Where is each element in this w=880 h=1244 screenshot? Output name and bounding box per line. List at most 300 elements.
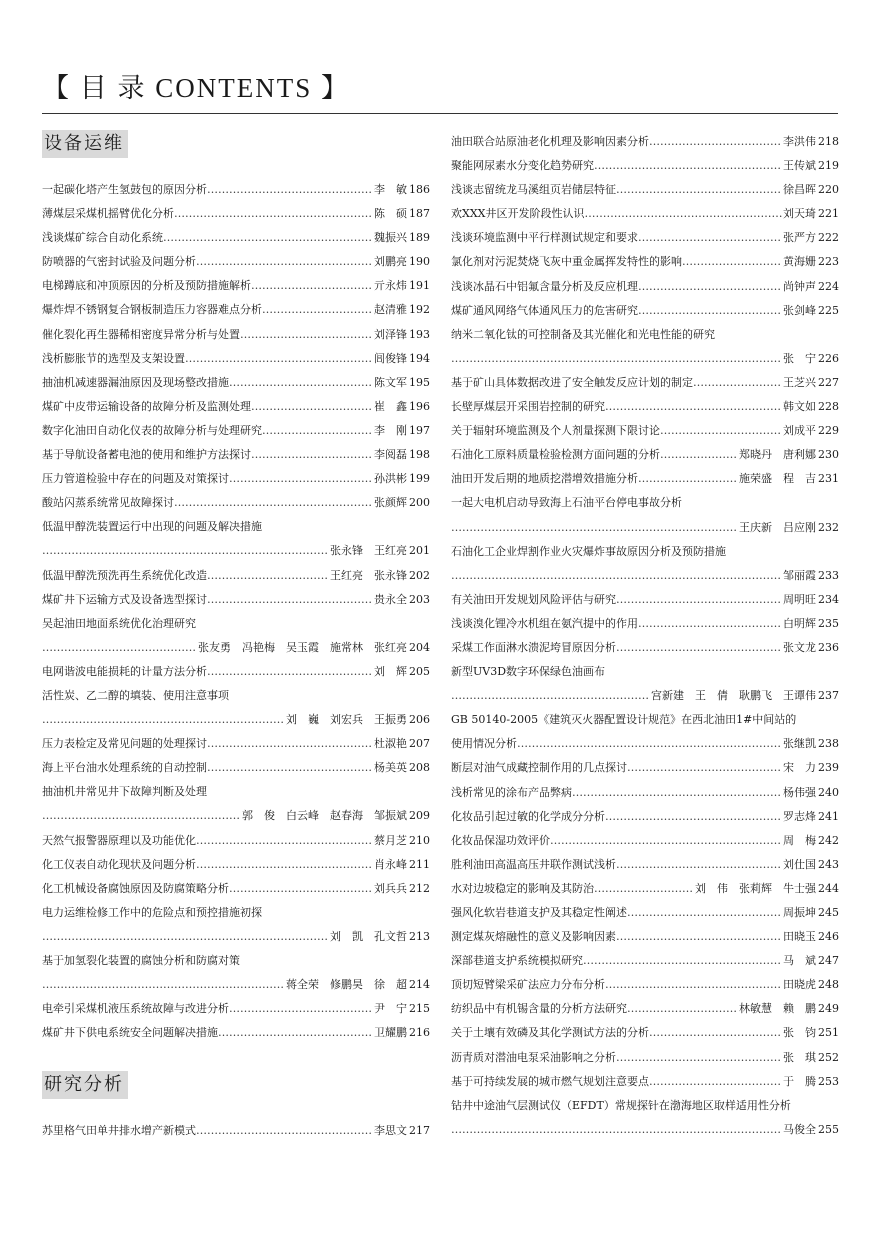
leader-dots xyxy=(605,805,782,829)
toc-entry-line xyxy=(42,756,430,780)
toc-entry-line xyxy=(451,226,839,250)
toc-entry[interactable] xyxy=(42,226,430,250)
toc-entry-line xyxy=(42,419,430,443)
toc-entry-line xyxy=(451,805,839,829)
toc-entry-authors: 张友勇 冯艳梅 吴玉霞 施常林 张红亮 xyxy=(198,640,407,654)
toc-entry-page: 189 xyxy=(409,231,430,245)
toc-entry-title-line xyxy=(451,1094,839,1118)
toc-entry[interactable] xyxy=(451,371,839,395)
toc-entry-title-line xyxy=(451,708,839,732)
toc-entry-page: 237 xyxy=(818,689,839,703)
leader-dots xyxy=(649,1070,782,1094)
toc-entry[interactable] xyxy=(42,732,430,756)
toc-entry-page: 207 xyxy=(409,737,430,751)
leader-dots xyxy=(616,178,782,202)
toc-entry-title: 数字化油田自动化仪表的故障分析与处理研究 xyxy=(42,423,262,437)
toc-entry[interactable] xyxy=(451,756,839,780)
toc-entry[interactable] xyxy=(451,949,839,973)
toc-entry-page: 191 xyxy=(409,279,430,293)
toc-entry-page: 202 xyxy=(409,568,430,582)
toc-entry-page: 190 xyxy=(409,255,430,269)
leader-dots xyxy=(174,202,373,226)
toc-entry-line xyxy=(451,250,839,274)
leader-dots xyxy=(42,804,241,828)
toc-entry-title: 基于可持续发展的城市燃气规划注意要点 xyxy=(451,1074,649,1088)
leader-dots xyxy=(251,274,373,298)
toc-entry-line xyxy=(42,588,430,612)
toc-entry-authors: 张继凯 xyxy=(783,737,816,751)
toc-entry-author-line xyxy=(42,925,430,949)
toc-entry-title-line xyxy=(42,901,430,925)
leader-dots xyxy=(207,178,373,202)
toc-entry-line xyxy=(451,154,839,178)
toc-entry-title: 长壁厚煤层开采围岩控制的研究 xyxy=(451,400,605,414)
toc-entry-page: 208 xyxy=(409,761,430,775)
leader-dots xyxy=(583,949,782,973)
toc-entry-page: 245 xyxy=(818,906,839,919)
toc-entry-line xyxy=(42,395,430,419)
leader-dots xyxy=(451,1118,782,1142)
toc-entry[interactable] xyxy=(451,612,839,636)
toc-entry-title: 压力表检定及常见问题的处理探讨 xyxy=(42,737,207,751)
leader-dots xyxy=(42,925,329,949)
toc-entry-page: 219 xyxy=(818,159,839,173)
leader-dots xyxy=(196,250,373,274)
section-heading: 研究分析 xyxy=(42,1071,128,1099)
toc-entry-authors: 崔 鑫 xyxy=(374,399,407,413)
toc-entry[interactable] xyxy=(42,853,430,877)
toc-entry-page: 233 xyxy=(818,568,839,582)
toc-entry-page: 235 xyxy=(818,616,839,630)
toc-entry-authors: 白明辉 xyxy=(783,616,816,630)
toc-entry[interactable] xyxy=(451,419,839,443)
toc-entry[interactable] xyxy=(42,515,430,563)
toc-entry[interactable] xyxy=(451,443,839,467)
toc-entry-title: 油田开发后期的地质挖潜增效措施分析 xyxy=(451,472,638,486)
toc-entry-page: 217 xyxy=(409,1124,430,1138)
toc-entry-title-line xyxy=(451,660,839,684)
toc-entry-page: 240 xyxy=(818,785,839,799)
toc-entry[interactable] xyxy=(42,588,430,612)
toc-entry-title: 基于导航设备蓄电池的使用和维护方法探讨 xyxy=(42,448,251,462)
toc-entry-line xyxy=(451,202,839,226)
toc-entry-line xyxy=(451,877,839,901)
toc-entry-author-line xyxy=(42,539,430,563)
toc-entry[interactable] xyxy=(451,708,839,756)
toc-entry-page: 199 xyxy=(409,472,430,486)
toc-entry-page: 246 xyxy=(818,930,839,944)
toc-entry-authors: 王庆新 吕应刚 xyxy=(739,520,816,534)
leader-dots xyxy=(693,371,782,395)
leader-dots xyxy=(649,130,782,154)
toc-entry-title: 低温甲醇洗预洗再生系统优化改造 xyxy=(42,568,207,582)
toc-entry-authors: 张颜辉 xyxy=(374,496,407,510)
toc-entry-line xyxy=(451,949,839,973)
toc-entry-author-line xyxy=(451,1118,839,1142)
toc-entry[interactable] xyxy=(451,660,839,708)
toc-entry-page: 197 xyxy=(409,423,430,437)
toc-entry-page: 241 xyxy=(818,809,839,823)
toc-entry[interactable] xyxy=(451,588,839,612)
toc-entry[interactable] xyxy=(42,298,430,322)
toc-entry[interactable] xyxy=(451,226,839,250)
toc-entry-title: 关于辐射环境监测及个人剂量探测下限讨论 xyxy=(451,424,660,438)
toc-entry[interactable] xyxy=(451,491,839,539)
toc-entry[interactable] xyxy=(451,781,839,805)
toc-entry[interactable] xyxy=(451,540,839,588)
toc-entry[interactable] xyxy=(42,564,430,588)
toc-entry-authors: 邹丽霞 xyxy=(783,568,816,582)
toc-entry-line xyxy=(42,853,430,877)
toc-entry-authors: 杨美英 xyxy=(374,761,407,775)
toc-entry-authors: 李 刚 xyxy=(374,423,407,437)
toc-entry[interactable] xyxy=(42,949,430,997)
toc-entry-page: 210 xyxy=(409,833,430,847)
toc-entry-title: 纺织品中有机锡含量的分析方法研究 xyxy=(451,1002,627,1016)
toc-entry-author-line xyxy=(451,564,839,588)
toc-entry[interactable] xyxy=(42,202,430,226)
toc-entry[interactable] xyxy=(451,829,839,853)
toc-entry-line xyxy=(451,299,839,323)
leader-dots xyxy=(207,732,373,756)
section-heading: 设备运维 xyxy=(42,130,128,158)
toc-entry-page: 203 xyxy=(409,592,430,606)
toc-entry-line xyxy=(42,274,430,298)
toc-entry-title: 强风化软岩巷道支护及其稳定性阐述 xyxy=(451,906,627,919)
toc-entry[interactable] xyxy=(451,997,839,1021)
toc-entry-page: 192 xyxy=(409,303,430,317)
toc-entry-title: 浅谈志留统龙马溪组页岩储层特征 xyxy=(451,183,616,197)
toc-entry[interactable] xyxy=(42,323,430,347)
leader-dots xyxy=(207,588,373,612)
toc-entry-title: 浅析常见的涂布产品弊病 xyxy=(451,785,572,799)
toc-entry[interactable] xyxy=(42,829,430,853)
toc-entry-authors: 尹 宁 xyxy=(374,1002,407,1016)
leader-dots xyxy=(517,732,782,756)
toc-entry-line xyxy=(451,829,839,853)
toc-entry-line xyxy=(42,202,430,226)
leader-dots xyxy=(207,564,329,588)
leader-dots xyxy=(616,588,782,612)
leader-dots xyxy=(616,636,782,660)
leader-dots xyxy=(229,877,373,901)
toc-entry-author-line xyxy=(42,804,430,828)
toc-entry-authors: 田晓虎 xyxy=(783,978,816,992)
toc-entry[interactable] xyxy=(42,997,430,1021)
toc-entry-title: 化妆品保湿功效评价 xyxy=(451,833,550,847)
toc-entry-authors: 刘 伟 张莉辉 牛士强 xyxy=(695,881,816,895)
toc-entry[interactable] xyxy=(451,925,839,949)
toc-entry-title: 防喷器的气密封试验及问题分析 xyxy=(42,255,196,269)
toc-entry[interactable] xyxy=(451,323,839,371)
toc-entry-authors: 宫新建 王 倩 耿鹏飞 王谭伟 xyxy=(651,689,816,703)
toc-entry-authors: 陈文军 xyxy=(374,375,407,389)
leader-dots xyxy=(594,154,782,178)
toc-entry[interactable] xyxy=(451,1070,839,1094)
toc-entry-line xyxy=(42,443,430,467)
leader-dots xyxy=(218,1021,373,1045)
toc-entry-authors: 李思文 xyxy=(374,1124,407,1138)
toc-entry[interactable] xyxy=(451,901,839,925)
toc-entry-line xyxy=(42,491,430,515)
toc-entry-title: 石油化工原料质量检验检测方面问题的分析 xyxy=(451,448,660,462)
toc-entry-title: 吴起油田地面系统优化治理研究 xyxy=(42,616,196,630)
toc-entry[interactable] xyxy=(451,877,839,901)
toc-entry-line xyxy=(42,323,430,347)
leader-dots xyxy=(207,756,373,780)
toc-entry[interactable] xyxy=(451,154,839,178)
toc-entry-page: 248 xyxy=(818,978,839,992)
toc-entry-page: 222 xyxy=(818,231,839,245)
toc-entry-title: 电力运维检修工作中的危险点和预控措施初探 xyxy=(42,905,262,919)
toc-entry-line xyxy=(42,997,430,1021)
toc-entry[interactable] xyxy=(42,347,430,371)
toc-entry[interactable] xyxy=(451,299,839,323)
leader-dots xyxy=(42,708,285,732)
toc-entry-authors: 刘 凯 孔文哲 xyxy=(330,929,407,943)
leader-dots xyxy=(616,1046,782,1070)
toc-entry-line xyxy=(42,371,430,395)
toc-entry[interactable] xyxy=(451,636,839,660)
toc-entry-line xyxy=(451,901,839,925)
toc-entry-page: 255 xyxy=(818,1122,839,1136)
toc-entry[interactable] xyxy=(451,275,839,299)
toc-entry-page: 223 xyxy=(818,255,839,269)
toc-entry[interactable] xyxy=(42,467,430,491)
toc-entry-title: 压力管道检验中存在的问题及对策探讨 xyxy=(42,472,229,486)
toc-entry-authors: 杨伟强 xyxy=(783,785,816,799)
toc-entry-title: 苏里格气田单井排水增产新模式 xyxy=(42,1124,196,1138)
leader-dots xyxy=(638,275,782,299)
toc-entry-page: 234 xyxy=(818,592,839,606)
leader-dots xyxy=(229,997,373,1021)
toc-entry-title: 钻井中途油气层测试仪（EFDT）常规探针在渤海地区取样适用性分析 xyxy=(451,1098,791,1112)
toc-entry[interactable] xyxy=(42,178,430,202)
toc-entry[interactable] xyxy=(451,130,839,154)
leader-dots xyxy=(196,829,373,853)
toc-entry-page: 198 xyxy=(409,448,430,462)
toc-entry[interactable] xyxy=(451,1046,839,1070)
toc-entry-authors: 林敏慧 赖 鹏 xyxy=(739,1002,816,1016)
leader-dots xyxy=(229,467,373,491)
leader-dots xyxy=(196,853,373,877)
toc-entry-authors: 张 宁 xyxy=(783,351,816,365)
leader-dots xyxy=(251,395,373,419)
toc-entry[interactable] xyxy=(42,684,430,732)
toc-entry[interactable] xyxy=(451,1021,839,1045)
toc-entry-title: 沥青质对潜油电泵采油影响之分析 xyxy=(451,1050,616,1064)
toc-entry-page: 220 xyxy=(818,183,839,197)
toc-entry[interactable] xyxy=(451,250,839,274)
toc-entry[interactable] xyxy=(451,1094,839,1142)
toc-entry-line xyxy=(451,467,839,491)
toc-entry-line xyxy=(42,1119,430,1143)
toc-entry-line xyxy=(451,130,839,154)
leader-dots xyxy=(42,973,285,997)
toc-entry-title: GB 50140-2005《建筑灭火器配置设计规范》在西北油田1#中间站的 xyxy=(451,713,797,727)
toc-entry-authors: 陈 硕 xyxy=(374,207,407,221)
leader-dots xyxy=(616,853,782,877)
toc-entry-title: 薄煤层采煤机摇臂优化分析 xyxy=(42,207,174,221)
toc-entry[interactable] xyxy=(42,901,430,949)
toc-entry-authors: 李 敏 xyxy=(374,183,407,196)
toc-entry-line xyxy=(42,732,430,756)
leader-dots xyxy=(550,829,782,853)
toc-entry-authors: 刘 辉 xyxy=(374,664,407,678)
toc-entry[interactable] xyxy=(42,395,430,419)
toc-entry[interactable] xyxy=(451,805,839,829)
toc-entry-page: 231 xyxy=(818,472,839,486)
toc-entry-authors: 孙洪彬 xyxy=(374,472,407,486)
toc-entry-authors: 郑晓丹 唐利娜 xyxy=(739,448,816,462)
toc-entry-title: 胜利油田高温高压井联作测试浅析 xyxy=(451,857,616,871)
toc-entry[interactable] xyxy=(42,491,430,515)
toc-entry-title: 天然气报警器原理以及功能优化 xyxy=(42,833,196,847)
leader-dots xyxy=(207,660,373,684)
toc-entry-authors: 肖永峰 xyxy=(374,857,407,871)
toc-entry-title: 浅析膨胀节的选型及支架设置 xyxy=(42,351,185,365)
leader-dots xyxy=(174,491,373,515)
toc-entry-author-line xyxy=(42,973,430,997)
toc-entry-line xyxy=(42,298,430,322)
left-column xyxy=(42,130,430,1143)
toc-entry-page: 194 xyxy=(409,351,430,365)
leader-dots xyxy=(163,226,373,250)
toc-entry-page: 200 xyxy=(409,496,430,510)
toc-entry-title-cont: 使用情况分析 xyxy=(451,737,517,751)
toc-entry[interactable] xyxy=(42,756,430,780)
toc-entry-page: 252 xyxy=(818,1050,839,1064)
toc-entry[interactable] xyxy=(42,660,430,684)
toc-entry-page: 186 xyxy=(409,183,430,196)
toc-entry[interactable] xyxy=(42,274,430,298)
toc-entry-title: 欢XXX井区开发阶段性认识 xyxy=(451,207,585,221)
toc-entry-line xyxy=(451,1070,839,1094)
toc-entry-page: 211 xyxy=(409,857,430,871)
toc-entry-line xyxy=(451,612,839,636)
leader-dots xyxy=(616,925,782,949)
toc-entry-title: 电网谐波电能损耗的计量方法分析 xyxy=(42,664,207,678)
toc-entry[interactable] xyxy=(42,371,430,395)
toc-entry-authors: 闾俊锋 xyxy=(374,351,407,365)
toc-entry-author-line xyxy=(451,732,839,756)
toc-entry-title: 化妆品引起过敏的化学成分分析 xyxy=(451,809,605,823)
toc-entry-page: 193 xyxy=(409,327,430,341)
leader-dots xyxy=(262,419,373,443)
toc-entry[interactable] xyxy=(42,1021,430,1045)
toc-entry-page: 242 xyxy=(818,833,839,847)
right-column xyxy=(451,130,839,1142)
toc-entry-page: 209 xyxy=(409,809,430,823)
toc-entry-title: 煤矿井下运输方式及设备选型探讨 xyxy=(42,592,207,606)
toc-entry-title: 断层对油气成藏控制作用的几点探讨 xyxy=(451,761,627,775)
toc-entry-authors: 宋 力 xyxy=(783,761,816,775)
toc-entry-title: 浅谈溴化锂冷水机组在氨汽提中的作用 xyxy=(451,616,638,630)
toc-entry-line xyxy=(42,178,430,202)
leader-dots xyxy=(638,612,782,636)
toc-entry-title-line xyxy=(42,780,430,804)
toc-entry[interactable] xyxy=(42,877,430,901)
section-spacer xyxy=(42,1045,430,1071)
toc-entry-page: 236 xyxy=(818,640,839,654)
toc-entry-line xyxy=(451,925,839,949)
toc-entry[interactable] xyxy=(42,419,430,443)
toc-entry-page: 212 xyxy=(409,881,430,895)
toc-entry-page: 229 xyxy=(818,424,839,438)
toc-entry-author-line xyxy=(451,516,839,540)
toc-entry-title: 化工仪表自动化现状及问题分析 xyxy=(42,857,196,871)
toc-entry-line xyxy=(451,371,839,395)
leader-dots xyxy=(251,443,373,467)
toc-entry-title: 电牵引采煤机液压系统故障与改进分析 xyxy=(42,1002,229,1016)
toc-entry-authors: 张 钧 xyxy=(783,1026,816,1040)
toc-entry-authors: 马 斌 xyxy=(783,954,816,968)
toc-entry[interactable] xyxy=(42,443,430,467)
toc-entry-page: 218 xyxy=(818,135,839,148)
toc-entry-title: 爆炸焊不锈钢复合钢板制造压力容器难点分析 xyxy=(42,303,262,317)
toc-entry[interactable] xyxy=(42,780,430,828)
toc-entry-title: 抽油机井常见井下故障判断及处理 xyxy=(42,785,207,799)
toc-entry-authors: 杜淑艳 xyxy=(374,737,407,751)
toc-entry-authors: 亓永炜 xyxy=(374,279,407,293)
toc-entry-page: 205 xyxy=(409,664,430,678)
toc-entry-line xyxy=(451,973,839,997)
toc-entry[interactable] xyxy=(42,1119,430,1143)
toc-entry-title: 水对边坡稳定的影响及其防治 xyxy=(451,881,594,895)
leader-dots xyxy=(660,419,782,443)
toc-entry-authors: 张文龙 xyxy=(783,640,816,654)
leader-dots xyxy=(605,973,782,997)
toc-entry[interactable] xyxy=(451,395,839,419)
toc-entry-page: 204 xyxy=(409,640,430,654)
toc-entry-authors: 贵永全 xyxy=(374,592,407,606)
toc-entry-page: 238 xyxy=(818,737,839,751)
toc-entry[interactable] xyxy=(451,202,839,226)
toc-entry-title: 低温甲醇洗装置运行中出现的问题及解决措施 xyxy=(42,520,262,534)
page-title: 【 目 录 CONTENTS 】 xyxy=(42,73,350,103)
toc-entry-line xyxy=(42,250,430,274)
toc-entry[interactable] xyxy=(451,467,839,491)
toc-entry[interactable] xyxy=(451,853,839,877)
toc-entry-title-line xyxy=(42,949,430,973)
toc-entry-page: 206 xyxy=(409,713,430,727)
toc-entry-title: 测定煤灰熔融性的意义及影响因素 xyxy=(451,930,616,944)
toc-entry-authors: 韩文如 xyxy=(783,400,816,414)
section-spacer xyxy=(42,1099,430,1119)
toc-entry-page: 215 xyxy=(409,1002,430,1016)
toc-entry-page: 228 xyxy=(818,400,839,414)
toc-entry-page: 221 xyxy=(818,207,839,221)
leader-dots xyxy=(682,250,782,274)
toc-entry-authors: 田晓玉 xyxy=(783,930,816,944)
section-spacer xyxy=(42,158,430,178)
leader-dots xyxy=(605,395,782,419)
toc-entry-authors: 张 琪 xyxy=(783,1050,816,1064)
toc-entry[interactable] xyxy=(451,973,839,997)
toc-entry-title: 关于土壤有效磷及其化学测试方法的分析 xyxy=(451,1026,649,1040)
toc-entry-line xyxy=(42,660,430,684)
toc-entry-authors: 周 梅 xyxy=(783,833,816,847)
toc-entry[interactable] xyxy=(451,178,839,202)
toc-entry-title: 浅谈冰晶石中铝氟含量分析及反应机理 xyxy=(451,279,638,293)
toc-entry-page: 227 xyxy=(818,375,839,389)
toc-entry[interactable] xyxy=(42,612,430,660)
toc-entry-authors: 王红亮 张永锋 xyxy=(330,568,407,582)
toc-entry-title-line xyxy=(42,684,430,708)
toc-entry-line xyxy=(451,853,839,877)
toc-entry-authors: 魏振兴 xyxy=(374,231,407,245)
toc-entry[interactable] xyxy=(42,250,430,274)
